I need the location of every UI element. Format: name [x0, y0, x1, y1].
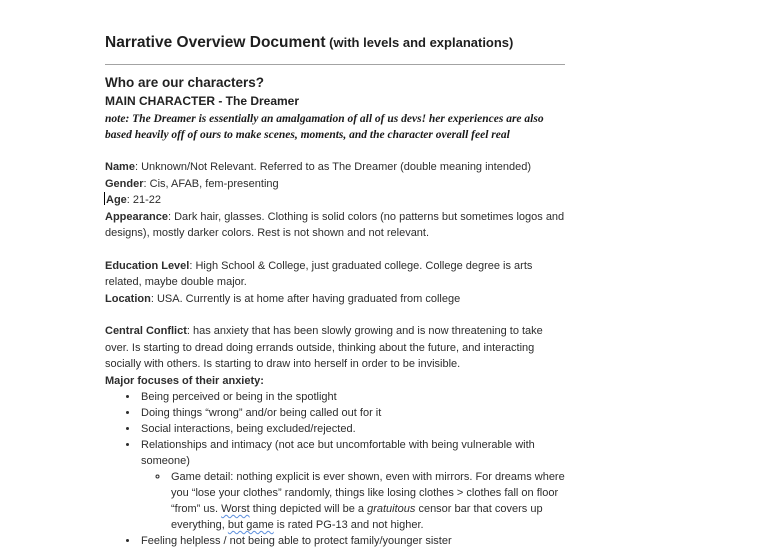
anxiety-item — [139, 389, 567, 405]
anxiety-item — [139, 533, 567, 549]
dev-note: note: The Dreamer is essentially an amalgamation of all of us devs! her experiences are also based heavily off of ours to make scenes, moments, and the character overall feel real — [105, 113, 544, 141]
field-gender — [105, 176, 565, 193]
anxiety-item — [139, 405, 567, 421]
field-location-value: : USA. Currently is at home after having graduated from college — [150, 292, 461, 305]
field-age-value: : 21-22 — [126, 194, 162, 206]
game-detail-item — [169, 469, 567, 533]
anxiety-item-text: Feeling helpless / not being able to protect family/younger sister — [141, 535, 452, 547]
grammar-suggestion-text[interactable]: but game — [227, 519, 274, 531]
anxiety-item-text: Social interactions, being excluded/rejected. — [141, 423, 356, 435]
field-appearance-value: : Dark hair, glasses. Clothing is solid colors (no patterns but sometimes logos and designs), mostly darker colors. Rest is not shown and not relevant. — [105, 210, 565, 239]
game-detail-text: thing depicted will be a — [249, 503, 368, 515]
document-title-parenthetical: (with levels and explanations) — [325, 35, 514, 50]
anxiety-item-text: Being perceived or being in the spotlight — [141, 391, 337, 403]
field-location — [105, 291, 565, 308]
field-education-label: Education Level — [105, 259, 190, 272]
field-education-value: : High School & College, just graduated college. College degree is arts related, maybe double major. — [105, 259, 533, 288]
anxiety-list-heading: Major focuses of their anxiety: — [105, 374, 264, 387]
field-name-label: Name — [105, 161, 135, 173]
field-gender-value: : Cis, AFAB, fem-presenting — [143, 177, 279, 190]
central-conflict-paragraph — [105, 323, 565, 373]
anxiety-sublist — [141, 469, 567, 533]
blank-line — [105, 242, 667, 258]
anxiety-item — [139, 421, 567, 437]
field-location-label: Location — [105, 292, 151, 305]
field-name-value: : Unknown/Not Relevant. Referred to as The Dreamer (double meaning intended) — [134, 161, 531, 173]
subheading-main-character: MAIN CHARACTER - The Dreamer — [105, 94, 300, 108]
field-age — [105, 192, 565, 209]
field-appearance-label: Appearance — [105, 210, 168, 223]
game-detail-italic-text: gratuitous — [367, 503, 416, 515]
game-detail-text: Game detail: nothing explicit is ever shown, even with mirrors. For dreams where you “lose your clothes” randomly, things like losing clothes > clothes fall on floor “from” us. — [171, 471, 565, 515]
blank-line — [105, 143, 667, 159]
field-name — [105, 159, 565, 176]
document-title-main: Narrative Overview Document — [105, 34, 326, 51]
field-appearance — [105, 209, 565, 242]
game-detail-text: is rated PG-13 and not higher. — [273, 519, 424, 531]
game-detail-text: censor bar that covers up everything, — [171, 503, 543, 531]
grammar-suggestion-text[interactable]: Worst — [221, 503, 250, 515]
horizontal-rule — [105, 64, 565, 65]
anxiety-item-text: Relationships and intimacy (not ace but uncomfortable with being vulnerable with someone) — [141, 439, 535, 467]
section-heading: Who are our characters? — [105, 75, 265, 90]
field-age-label: Age — [106, 194, 127, 206]
central-conflict-value: : has anxiety that has been slowly growing and is now threatening to take over. Is starting to dread doing errands outside, thinking about the future, and interacting socially with others. Is starting to draw into herself in order to be invisible. — [105, 325, 543, 370]
text-cursor — [104, 192, 105, 205]
blank-line — [105, 307, 667, 323]
field-gender-label: Gender — [105, 177, 144, 190]
anxiety-item-text: Doing things “wrong” and/or being called out for it — [141, 407, 382, 419]
anxiety-list — [105, 389, 567, 549]
central-conflict-label: Central Conflict — [105, 325, 187, 337]
document-title — [105, 34, 667, 52]
anxiety-item — [139, 437, 567, 533]
field-education-level — [105, 258, 565, 291]
